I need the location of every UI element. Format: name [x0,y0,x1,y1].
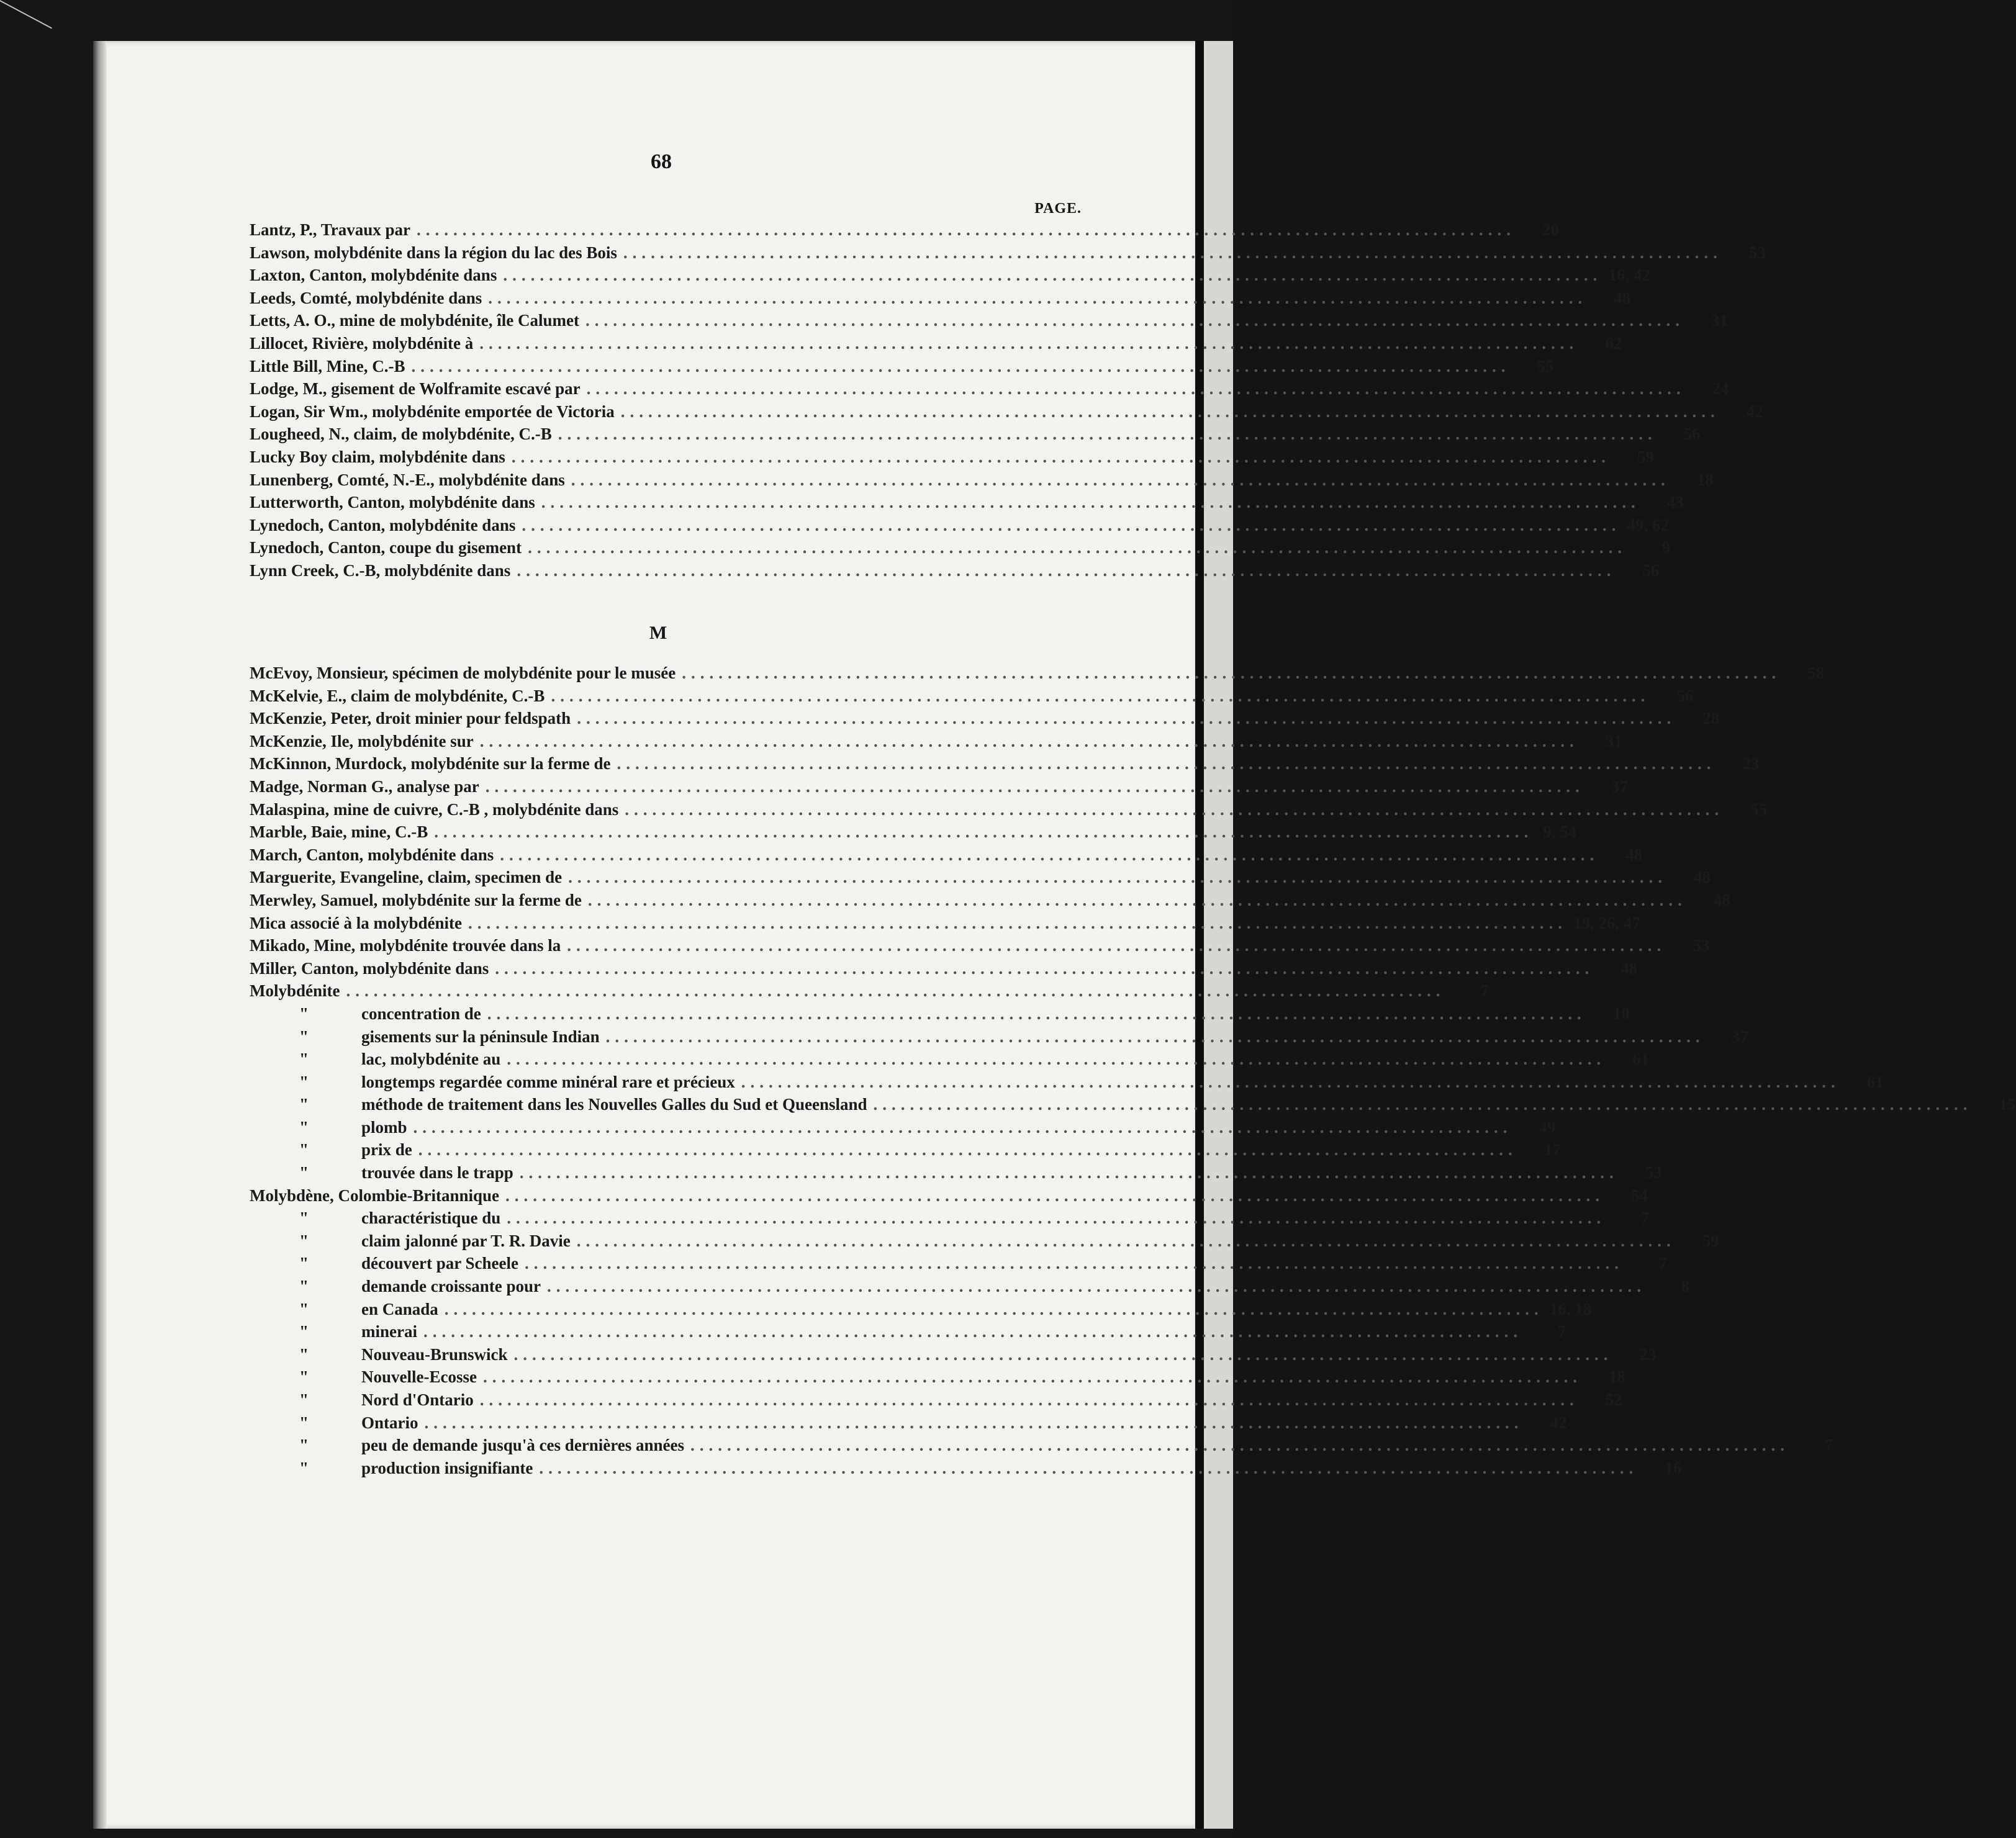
dot-leader: ........................................................................................................................ [500,845,1599,864]
dot-leader: ........................................................................................................................ [576,1231,1676,1250]
entry-text: Miller, Canton, molybdénite dans [250,958,489,978]
entry-page-refs: 7 [1824,1436,1833,1455]
ditto-mark: " [299,1163,309,1183]
dot-leader: ........................................................................................................................ [620,402,1720,421]
index-entry [250,980,1489,1002]
entry-page-refs: 58 [1807,664,1825,682]
entry-page-refs: 48 [1620,958,1638,978]
index-entry [250,264,1650,287]
index-entry [250,1412,1567,1435]
ditto-mark: " [299,1345,309,1364]
index-entry [250,1025,1748,1048]
entry-page-refs: 48 [1614,288,1631,307]
ditto-mark: " [299,1209,309,1228]
entry-text: charactéristique du [361,1209,501,1228]
index-entry [250,400,1763,423]
entry-text: Nord d'Ontario [361,1390,474,1409]
entry-page-refs: 15 [1999,1095,2016,1114]
dot-leader: ........................................................................................................................ [424,1413,1524,1432]
index-entry [250,241,1766,264]
dot-leader: ........................................................................................................................ [539,1458,1639,1477]
entry-page-refs: 48 [1713,890,1730,909]
index-entry [250,355,1554,378]
index-entry [250,559,1660,582]
entry-text: peu de demande jusqu'à ces dernières années [361,1436,685,1455]
index-entry [250,662,1825,685]
entry-text: gisements sur la péninsule Indian [361,1027,600,1046]
index-entry [250,446,1654,469]
index-entry [250,912,1640,935]
entry-text: Lynedoch, Canton, coupe du gisement [250,538,522,557]
entry-page-refs: 56 [1676,686,1694,705]
entry-text: Lynedoch, Canton, molybdénite dans [250,515,516,534]
entry-page-refs: 7 [1480,981,1489,1001]
entry-page-refs: 48 [1694,868,1711,887]
entry-page-refs: 18 [1608,1367,1625,1387]
entry-page-refs: 49, 62 [1627,515,1669,534]
dot-leader: ........................................................................................................................ [418,1140,1517,1160]
dot-leader: ........................................................................................................................ [482,1367,1582,1387]
dot-leader: ........................................................................................................................ [587,890,1687,909]
index-entry [250,821,1577,844]
entry-page-refs: 16, 18 [1549,1299,1592,1318]
page-binding-shadow [93,41,107,1829]
ditto-mark: " [299,1072,309,1091]
entry-text: Molybdénite [250,981,340,1001]
index-entry [250,1048,1650,1071]
index-entry [250,1366,1625,1389]
entry-text: March, Canton, molybdénite dans [250,845,494,864]
dot-leader: ........................................................................................................................ [346,981,1445,1001]
index-entry [250,218,1560,241]
page-column-header: PAGE. [1034,200,1082,217]
index-entry [250,775,1628,798]
dot-leader: ........................................................................................................................ [487,1004,1586,1023]
dot-leader: ........................................................................................................................ [505,1186,1605,1205]
entry-text: McKelvie, E., claim de molybdénite, C.-B [250,686,545,705]
index-entry [250,1184,1648,1207]
entry-text: en Canada [361,1299,438,1318]
index-entry [250,685,1694,708]
entry-text: Mica associé à la molybdénite [250,913,462,932]
ditto-mark: " [299,1367,309,1387]
index-entry [250,514,1669,537]
entry-text: concentration de [361,1004,481,1023]
entry-page-refs: 61 [1632,1050,1650,1069]
dot-leader: ........................................................................................................................ [741,1072,1840,1091]
entry-page-refs: 23 [1639,1345,1657,1364]
entry-text: Leeds, Comté, molybdénite dans [250,288,482,307]
ditto-mark: " [299,1390,309,1409]
entry-page-refs: 20 [1542,220,1560,239]
entry-text: Marble, Baie, mine, C.-B [250,822,428,842]
dot-leader: ........................................................................................................................ [551,686,1650,705]
entry-page-refs: 53 [1693,936,1710,955]
entry-text: Ontario [361,1413,418,1432]
entry-text: demande croissante pour [361,1277,541,1296]
index-entry [250,1252,1667,1275]
entry-text: prix de [361,1140,412,1160]
entry-page-refs: 56 [1683,425,1701,444]
page-number: 68 [651,150,672,173]
entry-text: Lutterworth, Canton, molybdénite dans [250,493,535,512]
entry-page-refs: 42 [1550,1413,1567,1432]
entry-text: Lougheed, N., claim, de molybdénite, C.-B [250,425,552,444]
entry-page-refs: 48 [1625,845,1643,864]
entry-page-refs: 37 [1611,777,1628,796]
index-entry [250,1298,1592,1321]
entry-text: Nouvelle-Ecosse [361,1367,477,1387]
ditto-mark: " [299,1004,309,1023]
index-entry [250,1138,1561,1161]
entry-text: trouvée dans le trapp [361,1163,513,1183]
dot-leader: ........................................................................................................................ [524,1254,1624,1273]
ditto-mark: " [299,1322,309,1341]
entry-text: Lodge, M., gisement de Wolframite escavé par [250,379,581,399]
scan-artifact-line [0,0,52,29]
dot-leader: ........................................................................................................................ [558,425,1657,444]
dot-leader: ........................................................................................................................ [623,243,1722,262]
ditto-mark: " [299,1231,309,1250]
entry-page-refs: 59 [1702,1231,1719,1250]
section-letter-m: M [649,623,667,643]
entry-text: Logan, Sir Wm., molybdénite emportée de Victoria [250,402,615,421]
entry-page-refs: 31 [1605,731,1622,750]
entry-page-refs: 54 [1631,1186,1648,1205]
entry-page-refs: 61 [1866,1072,1884,1091]
entry-page-refs: 49 [1539,1117,1556,1137]
dot-leader: ........................................................................................................................ [485,777,1584,796]
entry-text: Nouveau-Brunswick [361,1345,508,1364]
entry-text: Letts, A. O., mine de molybdénite, île Calumet [250,311,579,330]
entry-page-refs: 56 [1642,561,1660,580]
dot-leader: ........................................................................................................................ [690,1436,1790,1455]
entry-text: Madge, Norman G., analyse par [250,777,479,796]
entry-text: McKenzie, Peter, droit minier pour feldspath [250,709,571,728]
dot-leader: ........................................................................................................................ [585,311,1684,330]
entry-text: lac, molybdénite au [361,1050,501,1069]
entry-page-refs: 43 [1666,493,1684,512]
index-entry [250,332,1622,355]
index-entry [250,309,1728,332]
entry-page-refs: 10 [1612,1004,1630,1023]
entry-text: Merwley, Samuel, molybdénite sur la ferme de [250,890,582,909]
entry-page-refs: 62 [1605,333,1622,353]
entry-text: Little Bill, Mine, C.-B [250,356,405,376]
dot-leader: ........................................................................................................................ [468,913,1567,932]
entry-page-refs: 9, 54 [1543,822,1577,842]
dot-leader: ........................................................................................................................ [479,731,1579,750]
ditto-mark: " [299,1413,309,1432]
entry-page-refs: 7 [1658,1254,1667,1273]
dot-leader: ........................................................................................................................ [507,1209,1606,1228]
entry-page-refs: 52 [1605,1390,1622,1409]
dot-leader: ........................................................................................................................ [528,538,1627,557]
index-entry [250,1343,1657,1366]
index-entry [250,1161,1662,1184]
dot-leader: ........................................................................................................................ [625,800,1724,819]
index-entry [250,469,1714,492]
index-entry [250,752,1760,775]
entry-page-refs: 53 [1748,243,1766,262]
entry-page-refs: 8 [1681,1277,1690,1296]
dot-leader: ........................................................................................................................ [479,333,1579,353]
dot-leader: ........................................................................................................................ [682,664,1781,682]
index-entry [250,844,1643,867]
entry-text: Lawson, molybdénite dans la région du lac des Bois [250,243,617,262]
entry-text: Malaspina, mine de cuivre, C.-B , molybdénite dans [250,800,619,819]
index-entry [250,889,1730,912]
entry-page-refs: 59 [1637,447,1654,466]
entry-text: Lunenberg, Comté, N.-E., molybdénite dans [250,470,565,489]
dot-leader: ........................................................................................................................ [411,356,1511,376]
dot-leader: ........................................................................................................................ [586,379,1686,399]
dot-leader: ........................................................................................................................ [541,493,1640,512]
index-entry [250,491,1684,514]
entry-text: Lynn Creek, C.-B, molybdénite dans [250,561,511,580]
entry-text: Mikado, Mine, molybdénite trouvée dans la [250,936,561,955]
entry-text: découvert par Scheele [361,1254,518,1273]
entry-page-refs: 18 [1696,470,1714,489]
index-entry [250,287,1631,310]
entry-page-refs: 28 [1702,709,1720,728]
index-entry [250,1389,1622,1412]
entry-page-refs: 16 [1665,1458,1682,1477]
index-section-m [250,662,2016,1479]
index-entry [250,730,1622,753]
entry-text: Lantz, P., Travaux par [250,220,411,239]
entry-text: plomb [361,1117,407,1137]
entry-text: McKinnon, Murdock, molybdénite sur la ferme de [250,754,611,773]
dot-leader: ........................................................................................................................ [617,754,1716,773]
ditto-mark: " [299,1050,309,1069]
entry-page-refs: 55 [1750,800,1768,819]
dot-leader: ........................................................................................................................ [495,958,1594,978]
dot-leader: ........................................................................................................................ [413,1117,1512,1137]
index-entry [250,1457,1682,1480]
dot-leader: ........................................................................................................................ [568,868,1668,887]
entry-page-refs: 16, 42 [1608,266,1650,285]
index-entry [250,1230,1719,1253]
dot-leader: ........................................................................................................................ [503,266,1602,285]
entry-page-refs: 9 [1661,538,1671,557]
index-entry [250,1207,1650,1230]
dot-leader: ........................................................................................................................ [417,220,1516,239]
index-entry [250,1116,1556,1139]
entry-page-refs: 31 [1711,311,1728,330]
entry-text: méthode de traitement dans les Nouvelles Galles du Sud et Queensland [361,1095,867,1114]
dot-leader: ........................................................................................................................ [547,1277,1647,1296]
index-entry [250,536,1671,559]
ditto-mark: " [299,1299,309,1318]
entry-text: Molybdène, Colombie-Britannique [250,1186,500,1205]
dot-leader: ........................................................................................................................ [488,288,1588,307]
dot-leader: ........................................................................................................................ [605,1027,1705,1046]
dot-leader: ........................................................................................................................ [571,470,1670,489]
entry-text: McEvoy, Monsieur, spécimen de molybdénite pour le musée [250,664,676,682]
entry-page-refs: 19, 26, 47 [1573,913,1640,932]
entry-page-refs: 53 [1645,1163,1662,1183]
index-entry [250,798,1768,821]
dot-leader: ........................................................................................................................ [567,936,1666,955]
entry-page-refs: 23 [1742,754,1760,773]
index-entry [250,1093,2016,1116]
entry-text: claim jalonné par T. R. Davie [361,1231,571,1250]
entry-page-refs: 7 [1640,1209,1650,1228]
ditto-mark: " [299,1027,309,1046]
dot-leader: ........................................................................................................................ [873,1095,1973,1114]
index-entry [250,866,1711,889]
index-entry [250,957,1638,980]
index-entry [250,1071,1884,1094]
ditto-mark: " [299,1095,309,1114]
ditto-mark: " [299,1458,309,1477]
index-entry [250,1275,1690,1298]
dot-leader: ........................................................................................................................ [507,1050,1606,1069]
entry-text: production insignifiante [361,1458,533,1477]
entry-text: Marguerite, Evangeline, claim, specimen de [250,868,563,887]
index-entry [250,423,1701,446]
entry-text: Lucky Boy claim, molybdénite dans [250,447,505,466]
dot-leader: ........................................................................................................................ [519,1163,1619,1183]
dot-leader: ........................................................................................................................ [517,561,1616,580]
index-entry [250,377,1729,400]
index-entry [250,1434,1833,1457]
entry-text: longtemps regardée comme minéral rare et précieux [361,1072,735,1091]
dot-leader: ........................................................................................................................ [444,1299,1544,1318]
index-entry [250,1320,1566,1343]
ditto-mark: " [299,1436,309,1455]
dot-leader: ........................................................................................................................ [511,447,1611,466]
entry-text: Lillocet, Rivière, molybdénite à [250,333,474,353]
dot-leader: ........................................................................................................................ [513,1345,1613,1364]
entry-page-refs: 55 [1537,356,1554,376]
index-entry [250,934,1710,957]
dot-leader: ........................................................................................................................ [577,709,1676,728]
entry-page-refs: 7 [1557,1322,1566,1341]
entry-text: minerai [361,1322,417,1341]
entry-text: McKenzie, Ile, molybdénite sur [250,731,474,750]
entry-page-refs: 24 [1712,379,1729,399]
dot-leader: ........................................................................................................................ [434,822,1534,842]
entry-page-refs: 42 [1746,402,1763,421]
index-entry [250,1002,1630,1025]
dot-leader: ........................................................................................................................ [522,515,1621,534]
dot-leader: ........................................................................................................................ [479,1390,1579,1409]
entry-page-refs: 17 [1544,1140,1561,1160]
ditto-mark: " [299,1254,309,1273]
index-entry [250,707,1720,730]
ditto-mark: " [299,1117,309,1137]
dot-leader: ........................................................................................................................ [423,1322,1522,1341]
index-section-l [250,218,1766,582]
ditto-mark: " [299,1277,309,1296]
entry-text: Laxton, Canton, molybdénite dans [250,266,497,285]
entry-page-refs: 37 [1731,1027,1748,1046]
ditto-mark: " [299,1140,309,1160]
